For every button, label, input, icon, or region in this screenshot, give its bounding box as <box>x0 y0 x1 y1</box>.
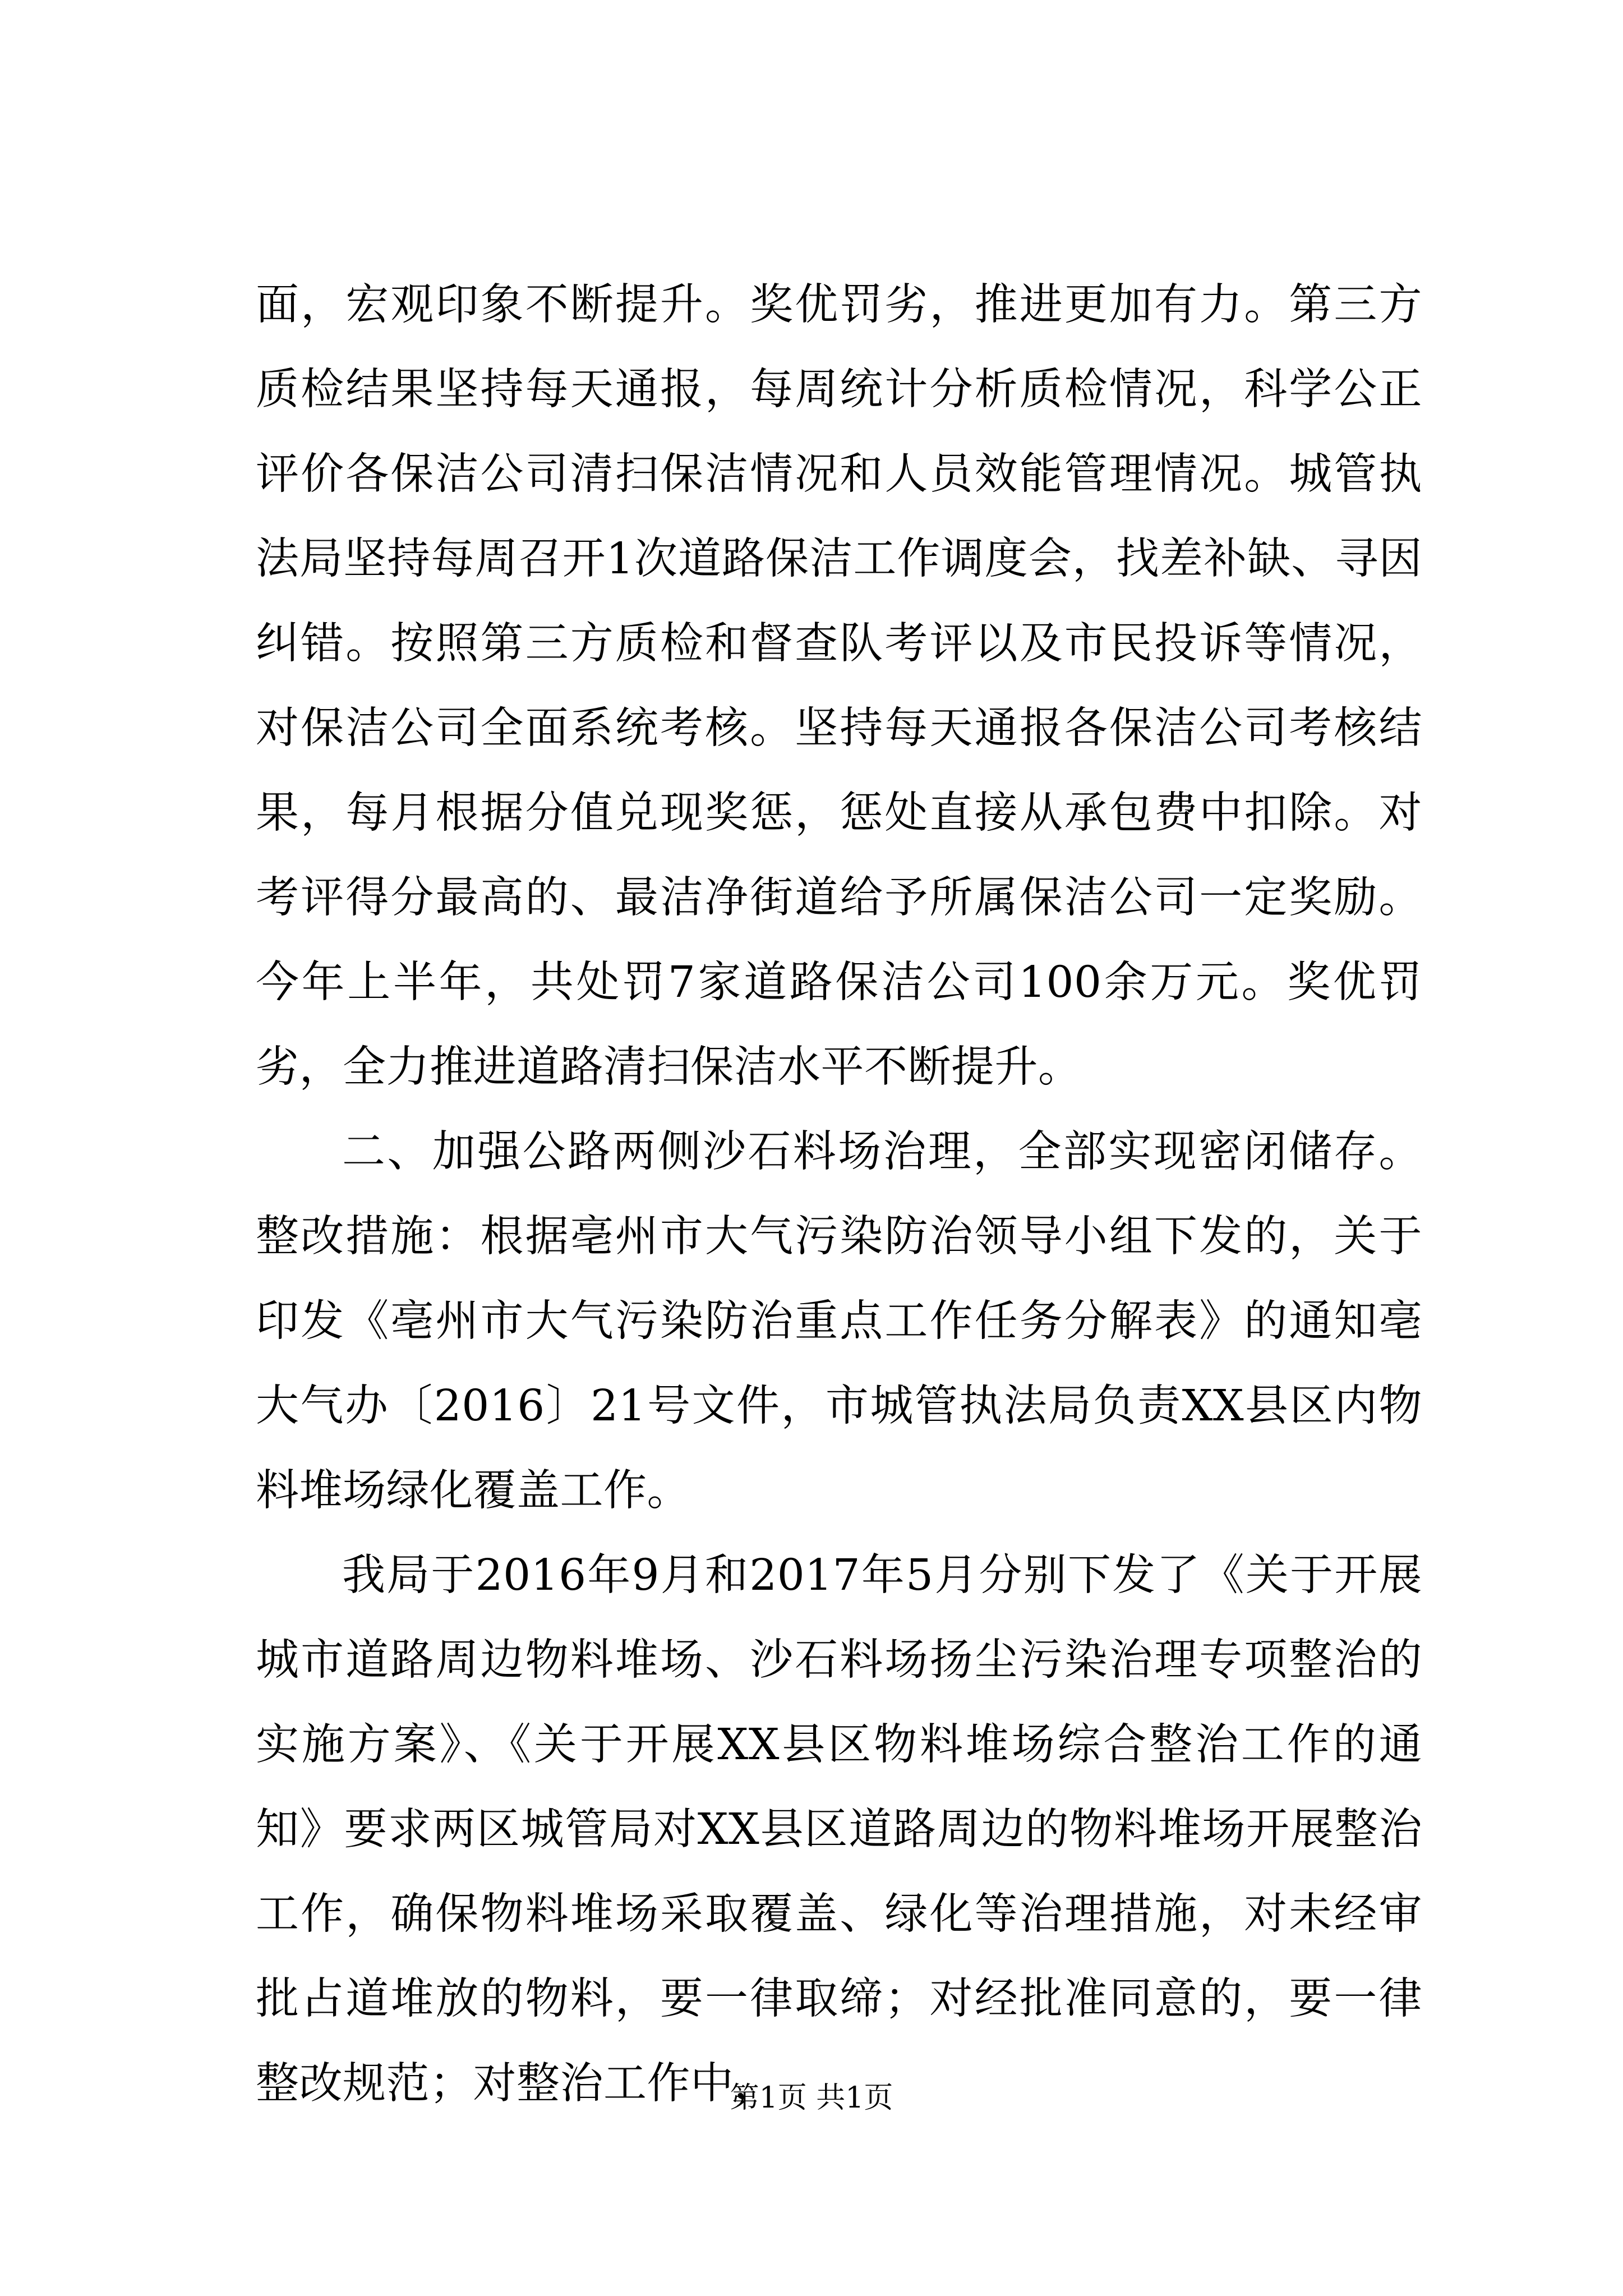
paragraph-3: 我局于2016年9月和2017年5月分别下发了《关于开展城市道路周边物料堆场、沙石料场扬尘污染治理专项整治的实施方案》、《关于开展XX县区物料堆场综合整治工作的通知》要求两区城管局对XX县区道路周边的物料堆场开展整治工作，确保物料堆场采取覆盖、绿化等治理措施，对未经审批占道堆放的物料，要一律取缔；对经批准同意的，要一律整改规范；对整治工作中， <box>256 1550 1422 2109</box>
page-footer <box>0 2078 1623 2118</box>
page-number-label: 第1页 共1页 <box>730 2081 893 2115</box>
document-body <box>256 263 1422 2126</box>
paragraph-2: 二、加强公路两侧沙石料场治理，全部实现密闭储存。整改措施：根据亳州市大气污染防治领导小组下发的，关于印发《亳州市大气污染防治重点工作任务分解表》的通知亳大气办〔2016〕21号文件，市城管执法局负责XX县区内物料堆场绿化覆盖工作。 <box>256 1127 1422 1516</box>
paragraph-1: 面，宏观印象不断提升。奖优罚劣，推进更加有力。第三方质检结果坚持每天通报，每周统计分析质检情况，科学公正评价各保洁公司清扫保洁情况和人员效能管理情况。城管执法局坚持每周召开1次道路保洁工作调度会，找差补缺、寻因纠错。按照第三方质检和督查队考评以及市民投诉等情况，对保洁公司全面系统考核。坚持每天通报各保洁公司考核结果，每月根据分值兑现奖惩，惩处直接从承包费中扣除。对考评得分最高的、最洁净街道给予所属保洁公司一定奖励。今年上半年，共处罚7家道路保洁公司100余万元。奖优罚劣，全力推进道路清扫保洁水平不断提升。 <box>256 280 1422 1092</box>
